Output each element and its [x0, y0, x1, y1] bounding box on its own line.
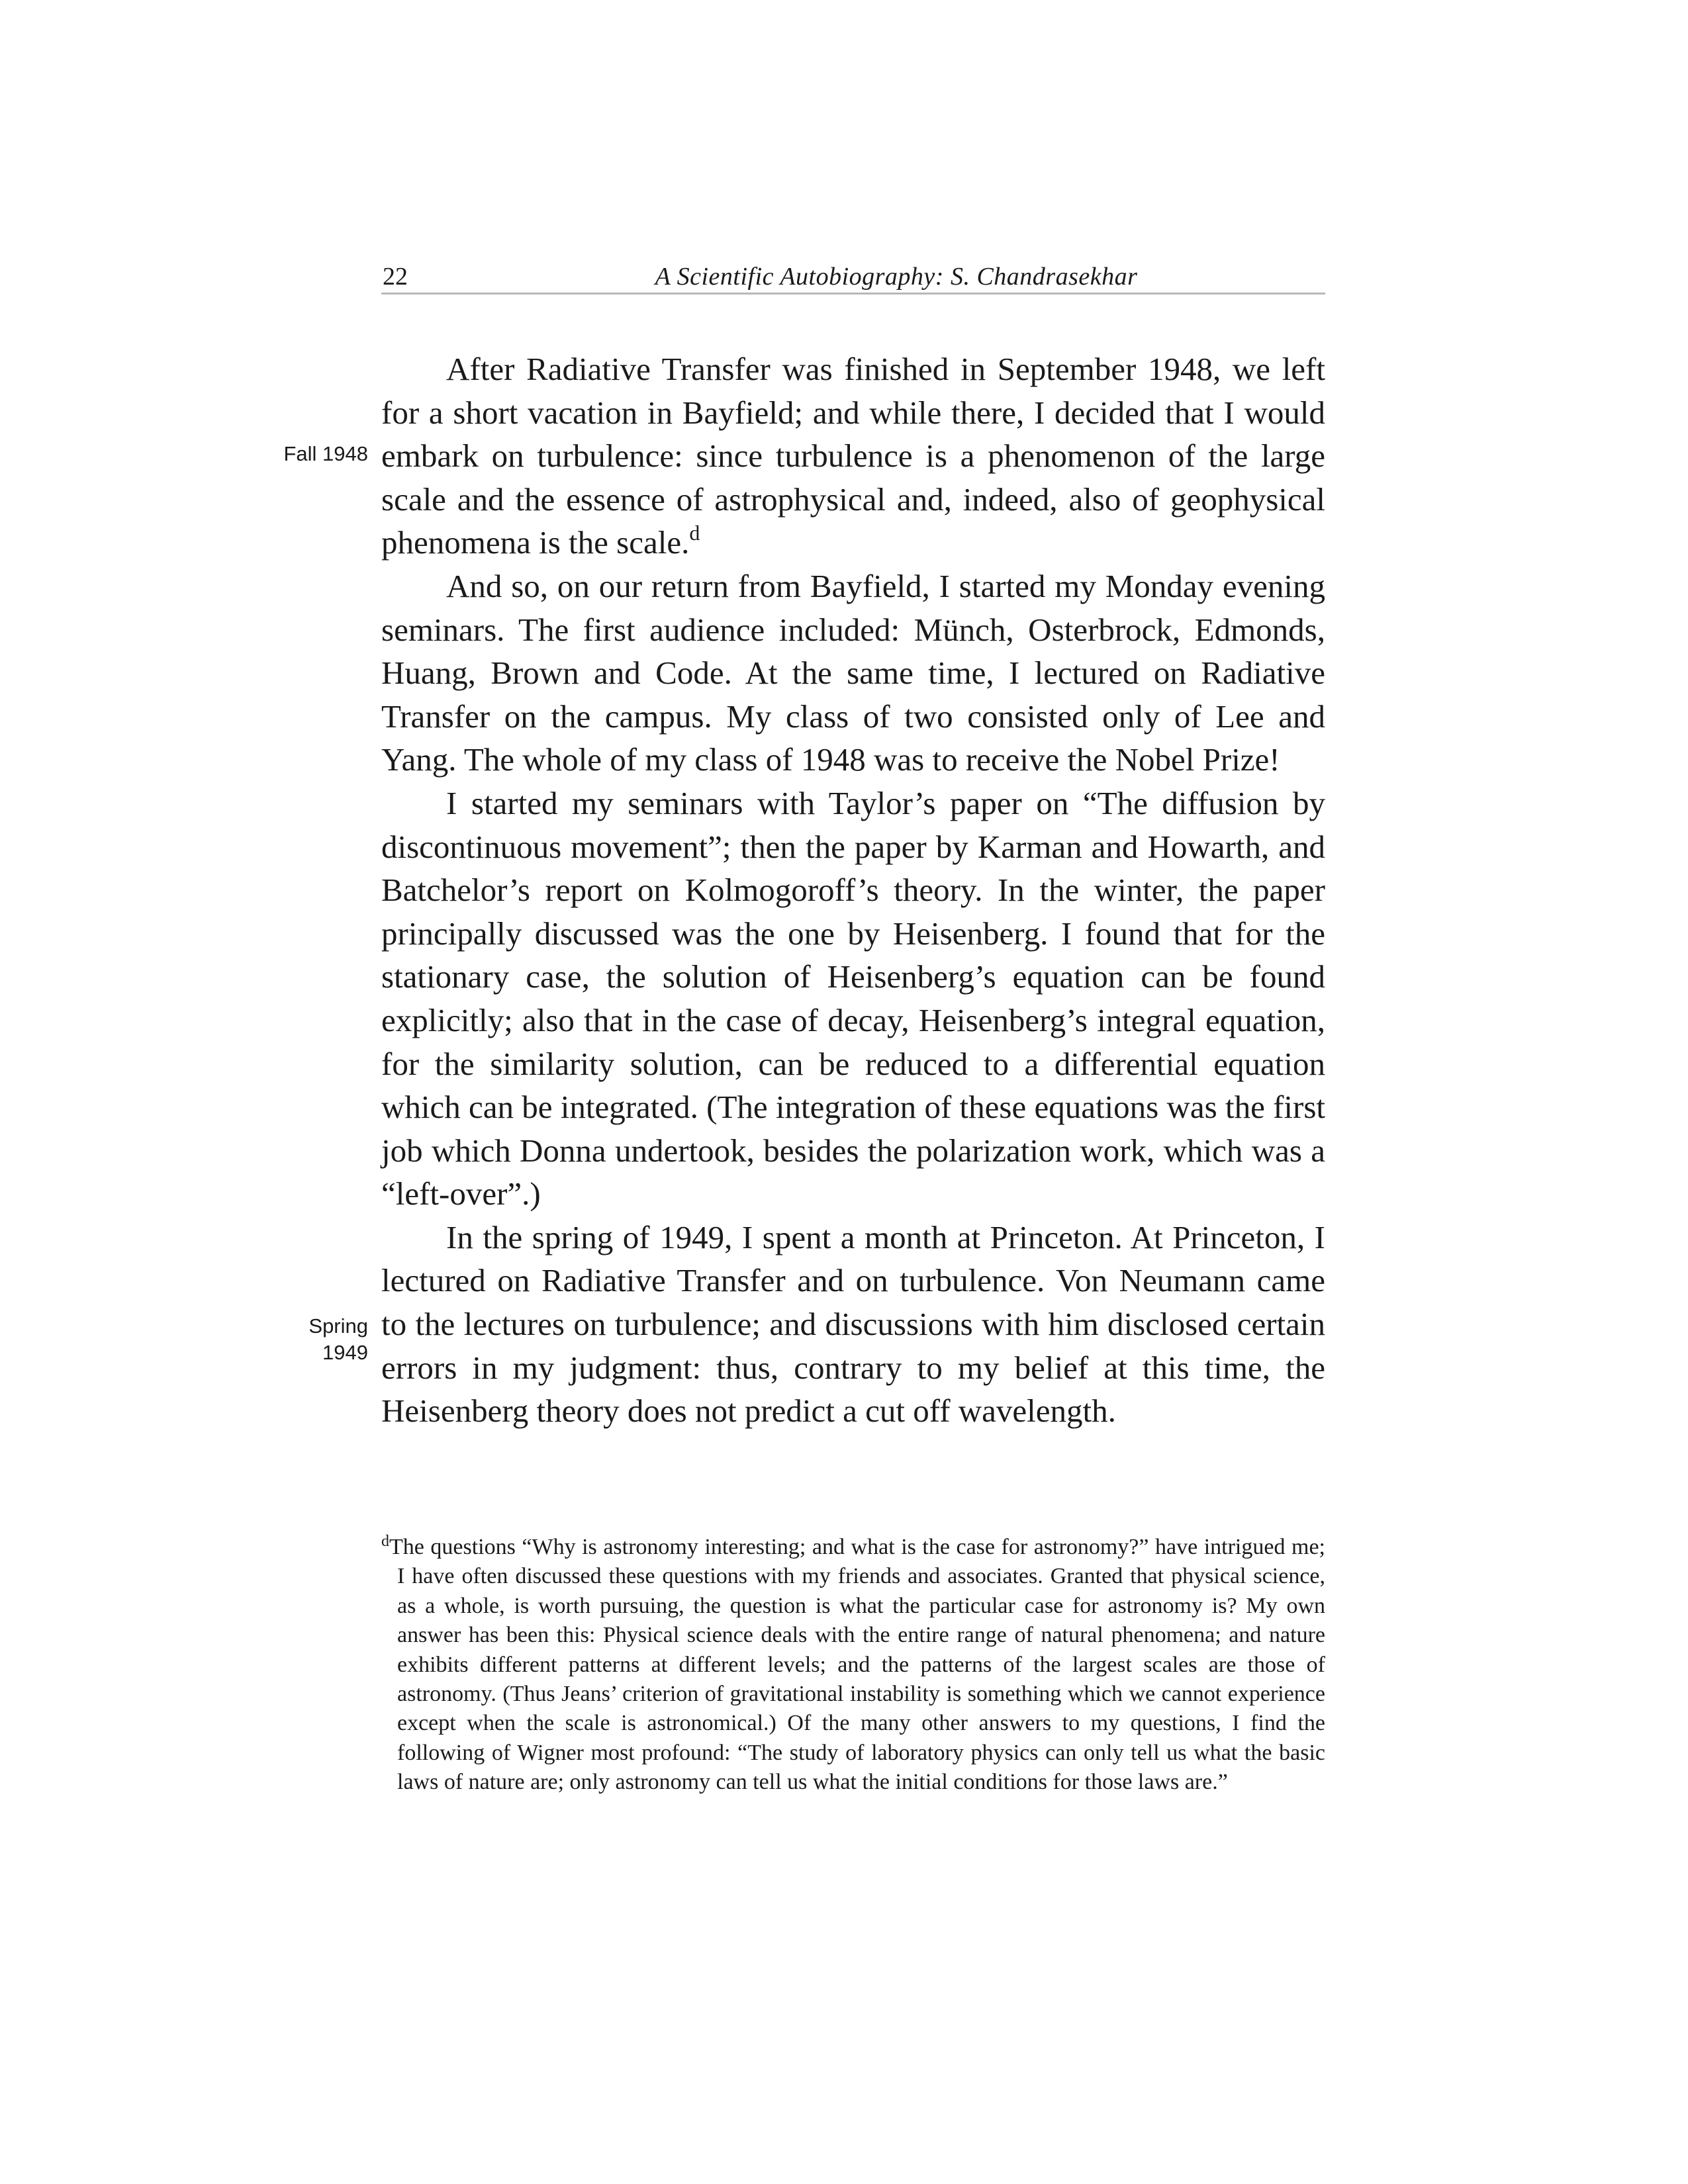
margin-note-fall-text: Fall 1948	[283, 442, 368, 465]
running-header	[381, 262, 1325, 295]
paragraph-3: I started my seminars with Taylor’s paper on “The diffusion by discontinuous movement”; then the paper by Karman and Howarth, and Batchelor’s report on Kolmogoroff’s theory. In the winter, the paper principally discussed was the one by Heisenberg. I found that for the stationary case, the solution of Heisenberg’s equation can be found explicitly; also that in the case of decay, Heisenberg’s integral equation, for the similarity solution, can be reduced to a differential equation which can be integrated. (The integration of these equations was the first job which Donna undertook, besides the polarization work, which was a “left-over”.)	[381, 784, 1325, 1212]
margin-note-fall-1948	[283, 441, 368, 467]
paragraph-1	[381, 347, 1325, 565]
footnote	[381, 1533, 1325, 1797]
footnote-reference[interactable]: d	[689, 521, 700, 545]
footnote-text: The questions “Why is astronomy interesting; and what is the case for astronomy?” have intrigued me; I have often discussed these questions with my friends and associates. Granted that physical science, as a whole, is worth pursuing, the question is what the particular case for astronomy is? My own answer has been this: Physical science deals with the entire range of natural phenomena; and nature exhibits different patterns at different levels; and the patterns of the largest scales are those of astronomy. (Thus Jeans’ criterion of gravitational instability is something which we cannot experience except when the scale is astronomical.) Of the many other answers to my questions, I find the following of Wigner most profound: “The study of laboratory physics can only tell us what the basic laws of nature are; only astronomy can tell us what the initial conditions for those laws are.”	[389, 1535, 1325, 1795]
paragraph-4: In the spring of 1949, I spent a month at Princeton. At Princeton, I lectured on Radiative Transfer and on turbulence. Von Neumann came to the lectures on turbulence; and discussions with him disclosed certain errors in my judgment: thus, contrary to my belief at this time, the Heisenberg theory does not predict a cut off wavelength.	[381, 1218, 1325, 1430]
main-text	[381, 347, 1325, 1433]
page-number: 22	[383, 263, 408, 291]
margin-note-spring-line2: 1949	[322, 1341, 368, 1364]
footnote-marker: d	[381, 1533, 389, 1550]
margin-note-spring-line1: Spring	[308, 1314, 368, 1338]
paragraph-1-text: After Radiative Transfer was finished in September 1948, we left for a short vacation in Bayfield; and while there, I decided that I would embark on turbulence: since turbulence is a phenomenon of the large scale and the essence of astrophysical and, indeed, also of geophysical phenomena is the scale.	[381, 351, 1325, 561]
margin-note-spring-1949	[308, 1313, 368, 1366]
paragraph-2: And so, on our return from Bayfield, I started my Monday evening seminars. The first audience included: Münch, Osterbrock, Edmonds, Huang, Brown and Code. At the same time, I lectured on Radiative Transfer on the campus. My class of two consisted only of Lee and Yang. The whole of my class of 1948 was to receive the Nobel Prize!	[381, 567, 1325, 778]
running-title: A Scientific Autobiography: S. Chandrasekhar	[655, 263, 1138, 291]
footnote-paragraph	[381, 1533, 1325, 1797]
